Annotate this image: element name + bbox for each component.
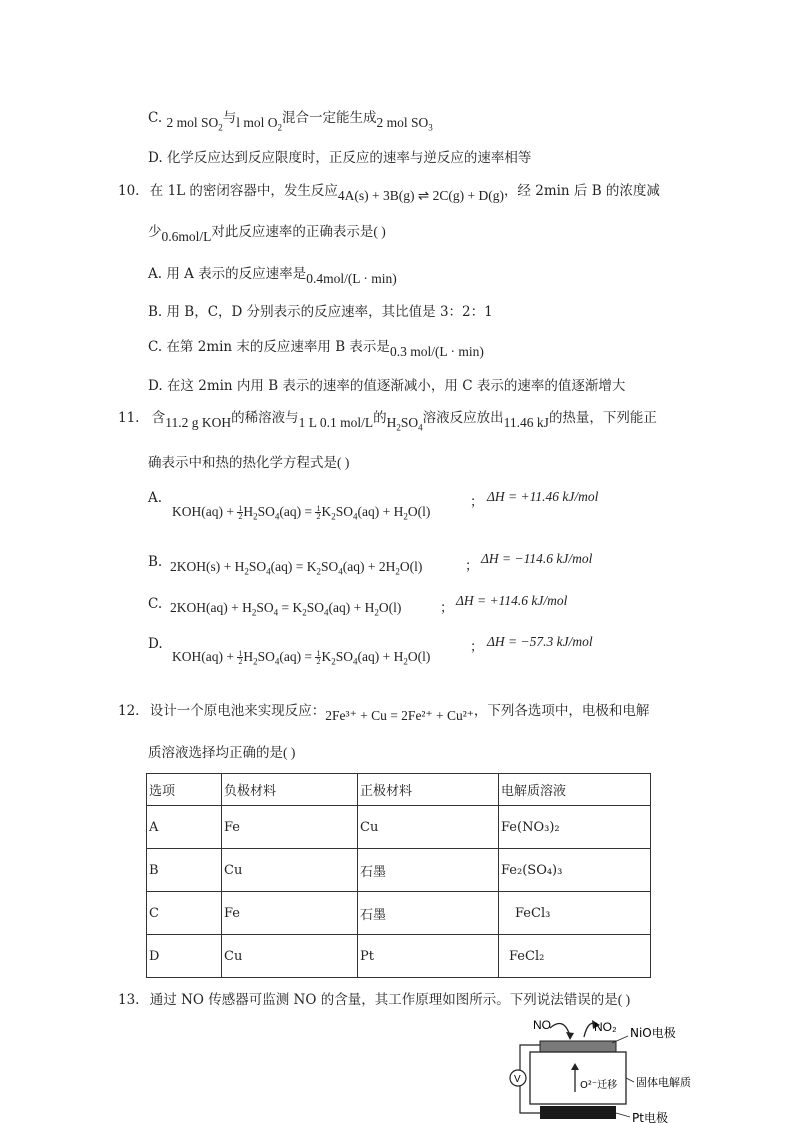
nio-electrode	[540, 1041, 616, 1052]
table-header-row: 选项 负极材料 正极材料 电解质溶液	[147, 774, 651, 806]
table-row: C Fe 石墨 FeCl₃	[147, 892, 651, 935]
question-number: 11.	[118, 410, 140, 426]
formula: 2 mol $SO_2$	[166, 115, 223, 133]
o2-migration-label: O²⁻迁移	[580, 1080, 618, 1091]
q12-stem-line1: 12. 设计一个原电池来实现反应：2Fe³⁺ + Cu = 2Fe²⁺ + Cu²⁺，下列各选项中，电极和电解	[118, 703, 650, 723]
q13-stem: 13. 通过 NO 传感器可监测 NO 的含量，其工作原理如图所示。下列说法错误的是( )	[118, 992, 631, 1008]
question-number: 12.	[118, 703, 140, 719]
q11-option-d-equation: KOH(aq) + $\frac{1}{2}$ $H_2SO_4(aq)$ = $\frac{1}{2}$ $K_2SO_4(aq) + H_2O(l)$	[172, 649, 431, 667]
q11-option-c-dh: ΔH = +114.6 kJ/mol	[456, 593, 568, 608]
pt-electrode	[540, 1106, 616, 1119]
q11-stem-line1: 11. 含11.2 g KOH的稀溶液与1 L 0.1 mol/L的$H_2SO_4$溶液反应放出11.46 kJ的热量，下列能正	[118, 410, 657, 433]
q10-stem-line1: 10. 在 1L 的密闭容器中，发生反应4A(s) + 3B(g) ⇌ 2C(g) + D(g)，经 2min 后 B 的浓度减	[118, 183, 660, 203]
q11-option-a-equation: KOH(aq) + $\frac{1}{2}$ $H_2SO_4(aq)$ = $\frac{1}{2}$ $K_2SO_4(aq) + H_2O(l)$	[172, 504, 431, 522]
q9-option-d: D. 化学反应达到反应限度时，正反应的速率与逆反应的速率相等	[148, 150, 532, 166]
no-label: NO	[533, 1018, 551, 1032]
q11-stem-line2: 确表示中和热的热化学方程式是( )	[148, 455, 350, 471]
q10-option-b: B. 用 B，C，D 分别表示的反应速率，其比值是 3：2：1	[148, 304, 493, 320]
no2-label: NO₂	[594, 1020, 617, 1034]
q11-option-c-equation: $2KOH(aq) + H_2SO_4 = K_2SO_4(aq) + H_2O(l)$	[170, 600, 402, 618]
table-row: B Cu 石墨 Fe₂(SO₄)₃	[147, 849, 651, 892]
solid-electrolyte	[530, 1052, 626, 1104]
arrow-icon	[566, 1032, 574, 1040]
q9-option-c: C. 2 mol $SO_2$与l mol $O_2$混合一定能生成2 mol $SO_3$	[148, 110, 433, 133]
reaction-equation: 4A(s) + 3B(g) ⇌ 2C(g) + D(g)	[337, 188, 504, 203]
nio-label: NiO电极	[630, 1026, 676, 1040]
q11-option-a-dh: ΔH = +11.46 kJ/mol	[487, 489, 599, 504]
voltmeter-label: V	[514, 1074, 521, 1085]
formula: l mol $O_2$	[236, 115, 282, 133]
q12-stem-line2: 质溶液选择均正确的是( )	[148, 745, 296, 761]
table-row: D Cu Pt FeCl₂	[147, 935, 651, 978]
question-number: 13.	[118, 992, 140, 1008]
formula: 2 mol $SO_3$	[376, 115, 433, 133]
q12-options-table	[146, 773, 651, 978]
q11-option-d-dh: ΔH = −57.3 kJ/mol	[487, 634, 593, 649]
q10-option-c: C. 在第 2min 末的反应速率用 B 表示是0.3 mol/(L · min)	[148, 339, 484, 359]
table-row: A Fe Cu Fe(NO₃)₂	[147, 806, 651, 849]
q10-stem-line2: 少0.6mol/L对此反应速率的正确表示是( )	[148, 224, 386, 244]
no-sensor-diagram	[500, 1010, 710, 1123]
option-label: C.	[148, 110, 163, 126]
q11-option-b-dh: ΔH = −114.6 kJ/mol	[481, 551, 593, 566]
q10-option-d: D. 在这 2min 内用 B 表示的速率的值逐渐减小，用 C 表示的速率的值逐渐增大	[148, 378, 626, 394]
q10-option-a: A. 用 A 表示的反应速率是0.4mol/(L · min)	[148, 266, 397, 286]
question-number: 10.	[118, 183, 140, 199]
electrolyte-label: 固体电解质	[636, 1076, 691, 1089]
q11-option-a-label: A.	[148, 490, 163, 506]
q11-option-b-equation: $2KOH(s) + H_2SO_4(aq) = K_2SO_4(aq) + 2H_2O(l)$	[170, 559, 423, 577]
pt-label: Pt电极	[632, 1111, 668, 1123]
